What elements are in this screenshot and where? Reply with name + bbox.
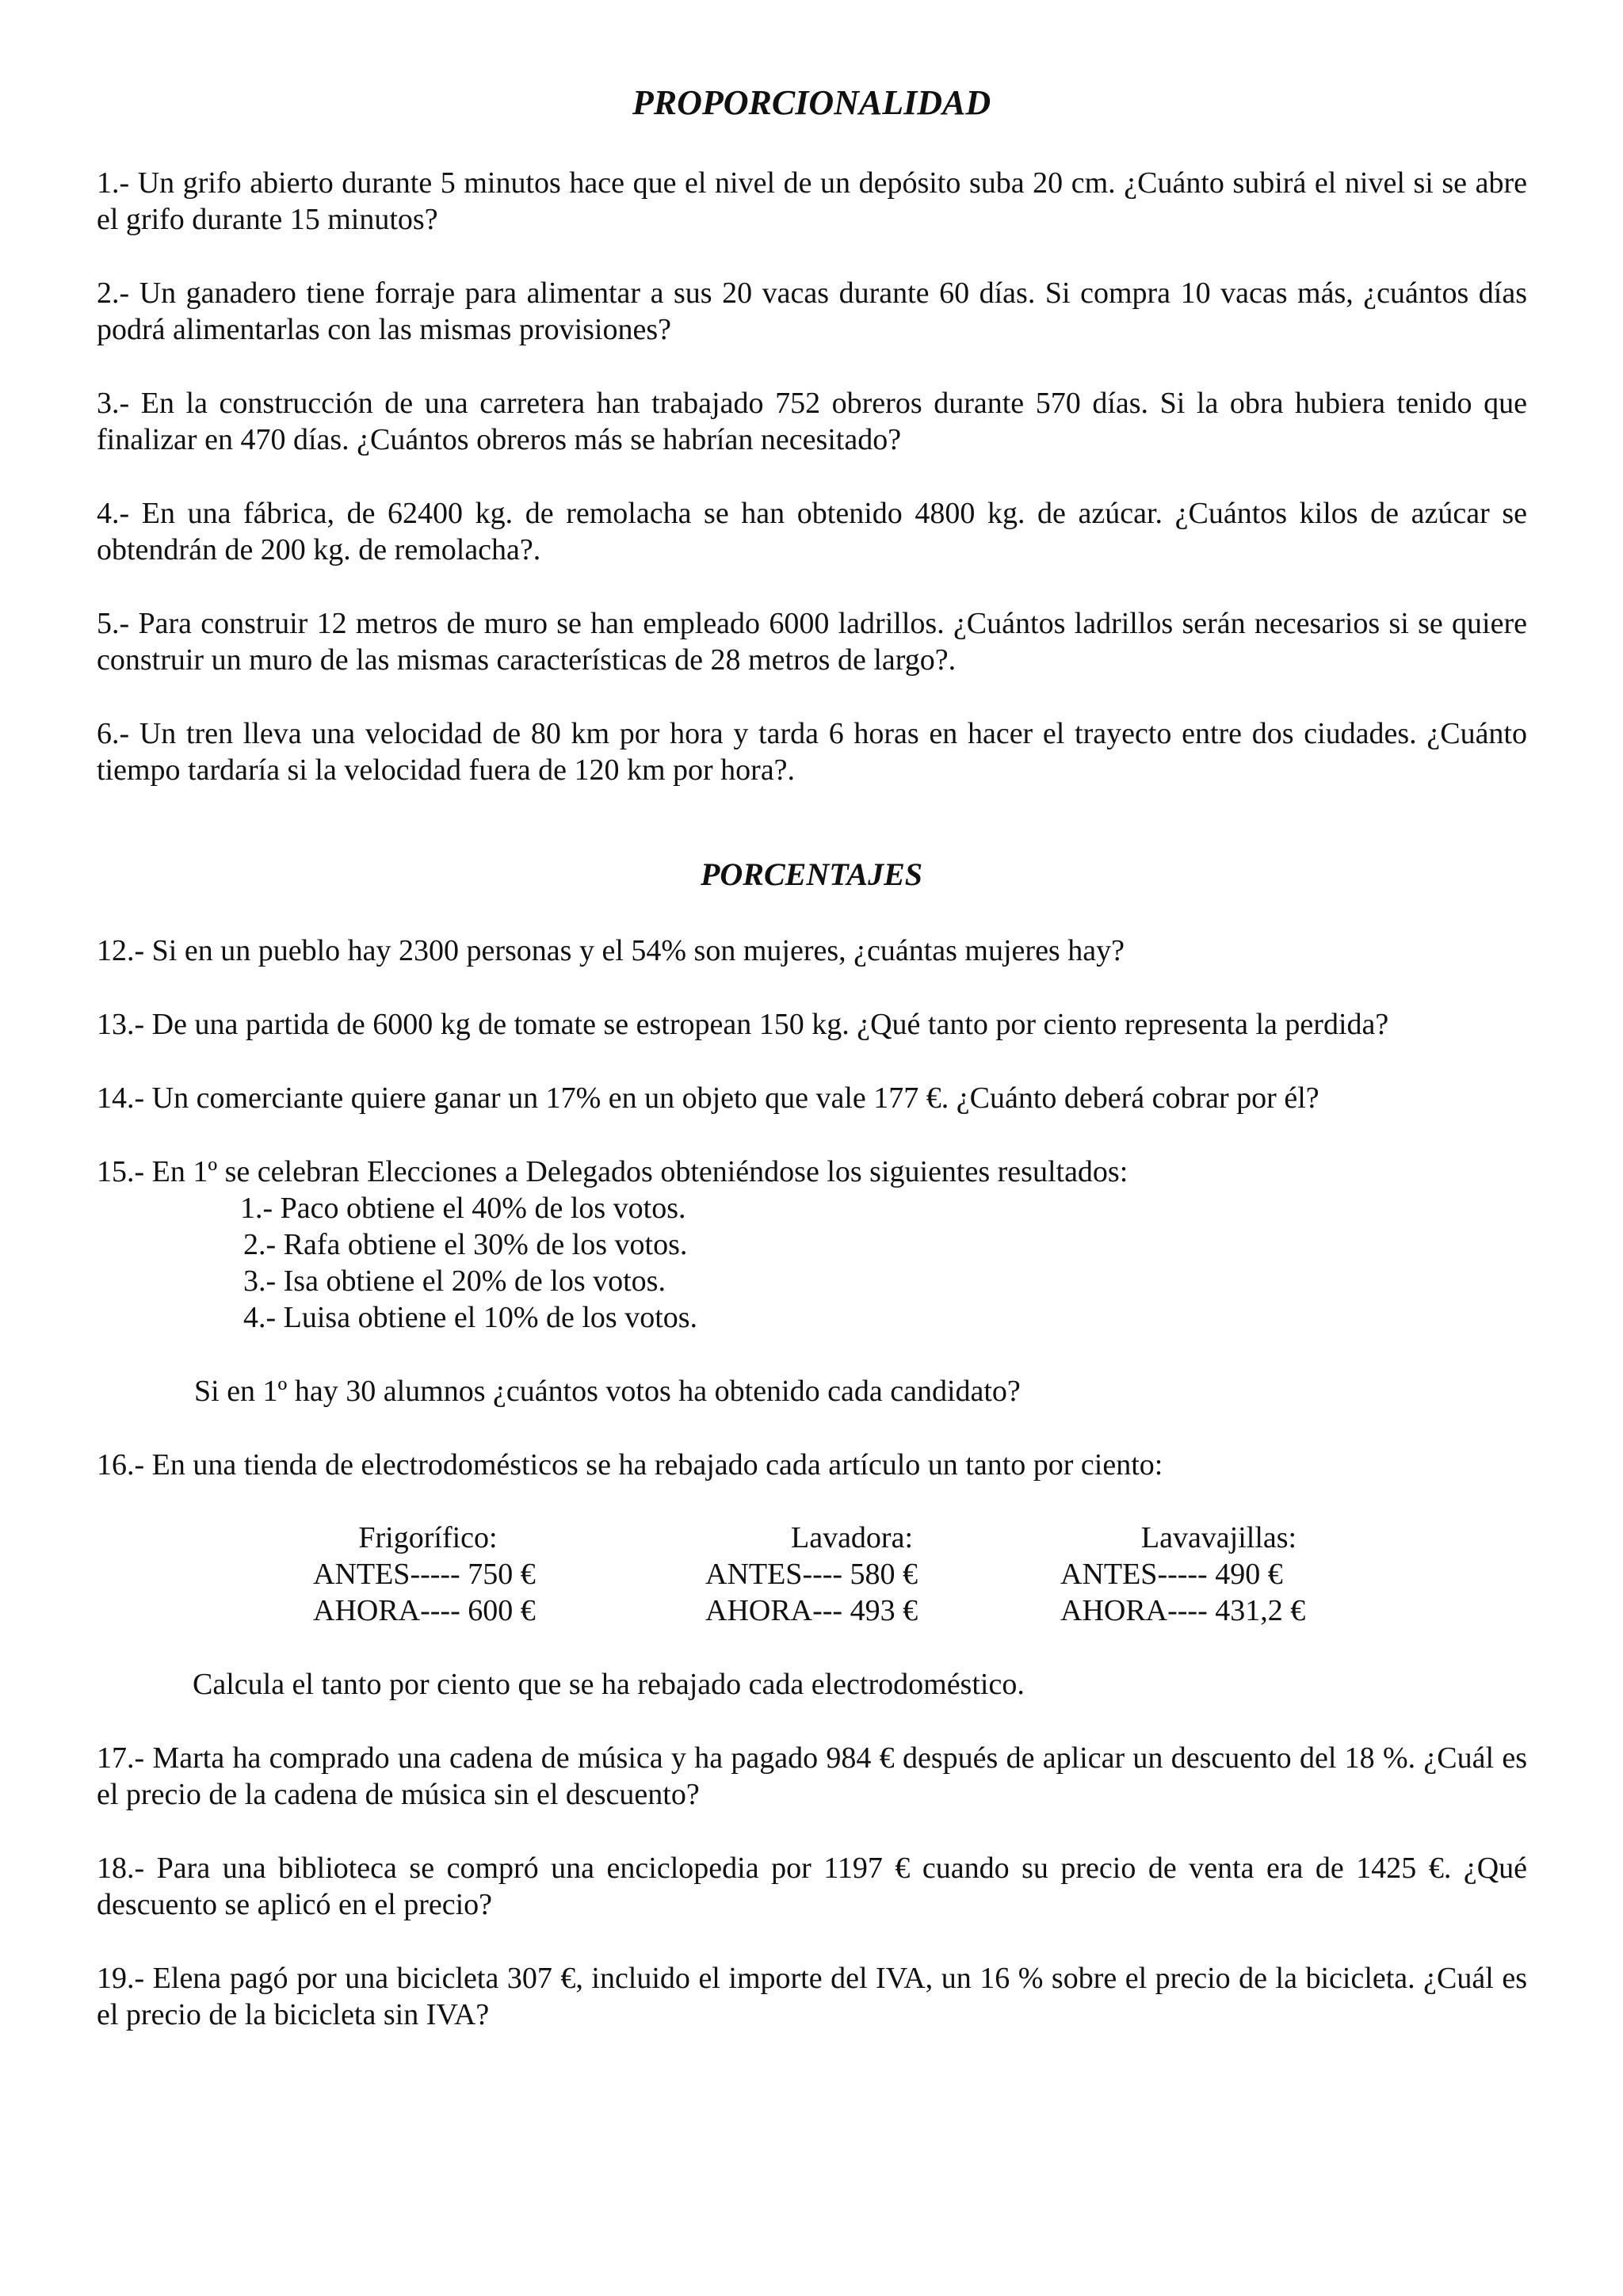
price-after: AHORA--- 493 € — [705, 1594, 918, 1627]
problem-19: 19.- Elena pagó por una bicicleta 307 €, incluido el importe del IVA, un 16 % sobre el precio de la bicicleta. ¿Cuál es el precio de la bicicleta sin IVA? — [97, 1962, 1527, 2031]
problem-14: 14.- Un comerciante quiere ganar un 17% en un objeto que vale 177 €. ¿Cuánto deberá cobrar por él? — [97, 1081, 1319, 1115]
appliance-name: Lavadora: — [790, 1521, 914, 1554]
problem-2: 2.- Un ganadero tiene forraje para alimentar a sus 20 vacas durante 60 días. Si compra 10 vacas más, ¿cuántos días podrá alimentarlas con las mismas provisiones? — [97, 277, 1527, 346]
price-after: AHORA---- 600 € — [313, 1594, 536, 1627]
problem-13: 13.- De una partida de 6000 kg de tomate se estropean 150 kg. ¿Qué tanto por ciento representa la perdida? — [97, 1008, 1389, 1041]
price-before: ANTES----- 490 € — [1060, 1558, 1283, 1591]
candidate-result: 3.- Isa obtiene el 20% de los votos. — [243, 1264, 666, 1298]
section-title-proporcionalidad: PROPORCIONALIDAD — [632, 83, 991, 122]
problem-5: 5.- Para construir 12 metros de muro se han empleado 6000 ladrillos. ¿Cuántos ladrillos serán necesarios si se quiere construir un muro de las mismas características de 28 metros de largo?. — [97, 607, 1527, 677]
appliance-lavadora — [705, 1520, 1086, 1629]
problem-12: 12.- Si en un pueblo hay 2300 personas y el 54% son mujeres, ¿cuántas mujeres hay? — [97, 934, 1125, 967]
appliance-frigorifico — [313, 1520, 693, 1629]
price-after: AHORA---- 431,2 € — [1060, 1594, 1306, 1627]
appliance-name: Frigorífico: — [358, 1521, 498, 1554]
price-before: ANTES---- 580 € — [705, 1558, 918, 1591]
problem-18: 18.- Para una biblioteca se compró una enciclopedia por 1197 € cuando su precio de venta era de 1425 €. ¿Qué descuento se aplicó en el precio? — [97, 1852, 1527, 1921]
appliance-lavavajillas — [1060, 1520, 1441, 1629]
candidate-result: 1.- Paco obtiene el 40% de los votos. — [240, 1192, 686, 1225]
problem-1: 1.- Un grifo abierto durante 5 minutos hace que el nivel de un depósito suba 20 cm. ¿Cuánto subirá el nivel si se abre el grifo durante 15 minutos? — [97, 166, 1527, 236]
problem-15-question: Si en 1º hay 30 alumnos ¿cuántos votos ha obtenido cada candidato? — [194, 1375, 1021, 1408]
candidate-result: 2.- Rafa obtiene el 30% de los votos. — [243, 1228, 688, 1261]
section-title-porcentajes: PORCENTAJES — [700, 856, 923, 892]
problem-15-intro: 15.- En 1º se celebran Elecciones a Delegados obteniéndose los siguientes resultados: — [97, 1155, 1128, 1188]
problem-4: 4.- En una fábrica, de 62400 kg. de remolacha se han obtenido 4800 kg. de azúcar. ¿Cuántos kilos de azúcar se obtendrán de 200 kg. de remolacha?. — [97, 497, 1527, 566]
candidate-result: 4.- Luisa obtiene el 10% de los votos. — [243, 1301, 698, 1334]
problem-3: 3.- En la construcción de una carretera han trabajado 752 obreros durante 570 días. Si la obra hubiera tenido que finalizar en 470 días. ¿Cuántos obreros más se habrían necesitado? — [97, 387, 1527, 456]
problem-6: 6.- Un tren lleva una velocidad de 80 km por hora y tarda 6 horas en hacer el trayecto entre dos ciudades. ¿Cuánto tiempo tardaría si la velocidad fuera de 120 km por hora?. — [97, 717, 1527, 787]
problem-17: 17.- Marta ha comprado una cadena de música y ha pagado 984 € después de aplicar un descuento del 18 %. ¿Cuál es el precio de la cadena de música sin el descuento? — [97, 1741, 1527, 1811]
price-before: ANTES----- 750 € — [313, 1558, 536, 1591]
appliance-name: Lavavajillas: — [1140, 1521, 1297, 1554]
problem-16-question: Calcula el tanto por ciento que se ha rebajado cada electrodoméstico. — [193, 1668, 1025, 1701]
problem-16-intro: 16.- En una tienda de electrodomésticos se ha rebajado cada artículo un tanto por ciento: — [97, 1448, 1163, 1482]
